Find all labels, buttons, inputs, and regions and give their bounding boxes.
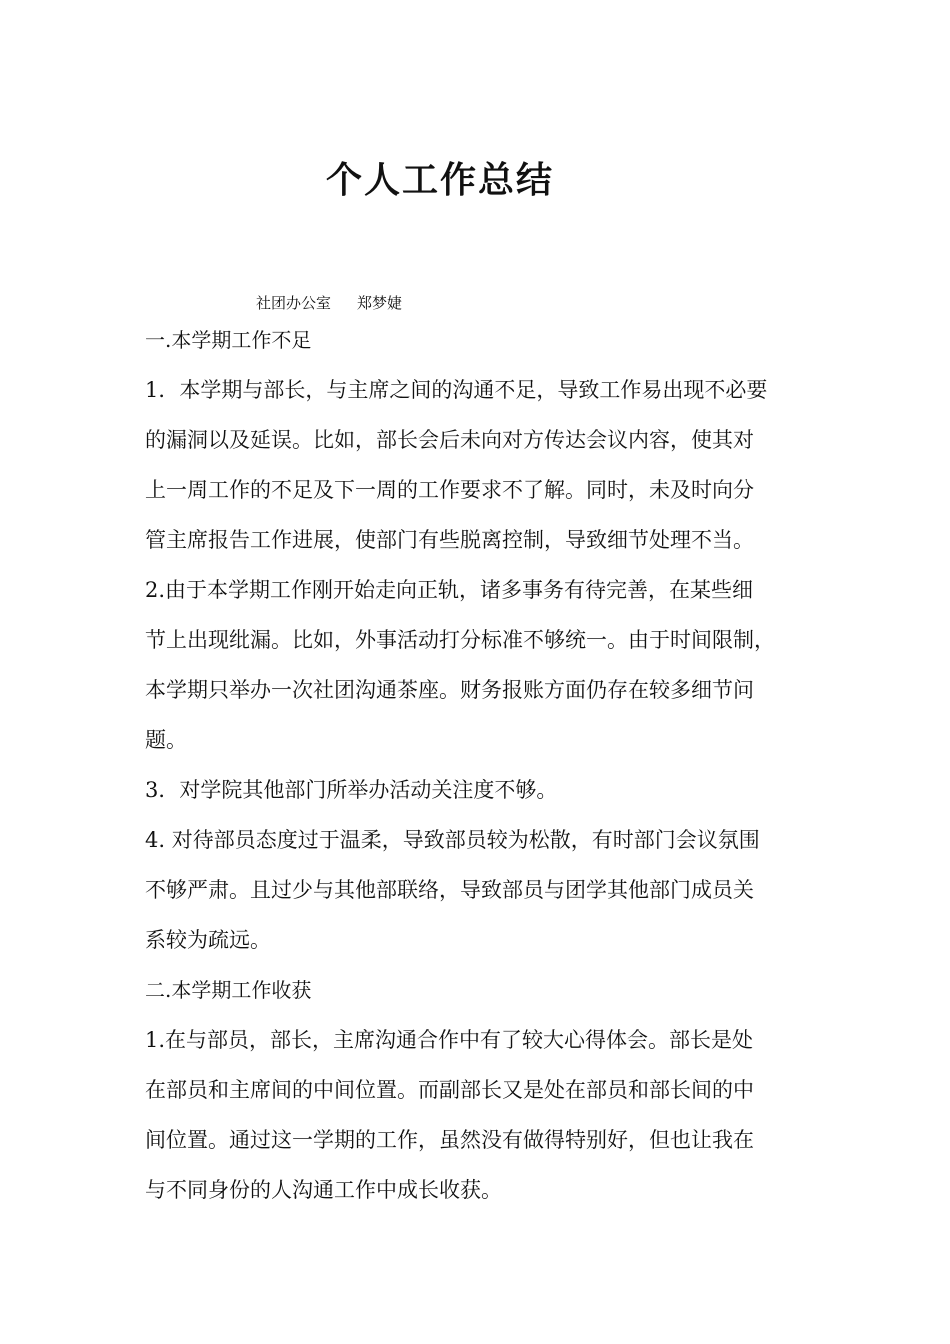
- paragraph-line: 在部员和主席间的中间位置。而副部长又是处在部员和部长间的中: [145, 1078, 754, 1102]
- paragraph-line: 3．对学院其他部门所举办活动关注度不够。: [145, 778, 558, 802]
- paragraph-line: 与不同身份的人沟通工作中成长收获。: [145, 1178, 502, 1202]
- department-label: 社团办公室: [256, 294, 332, 312]
- author-name: 郑梦婕: [357, 294, 403, 312]
- paragraph-line: 本学期只举办一次社团沟通茶座。财务报账方面仍存在较多细节问: [145, 678, 754, 702]
- paragraph-line: 的漏洞以及延误。比如，部长会后未向对方传达会议内容，使其对: [145, 428, 754, 452]
- paragraph-line: 管主席报告工作进展，使部门有些脱离控制，导致细节处理不当。: [145, 528, 754, 552]
- paragraph-line: 1．本学期与部长，与主席之间的沟通不足，导致工作易出现不必要: [145, 378, 768, 402]
- section-heading-gains: 二.本学期工作收获: [145, 978, 312, 1002]
- paragraph-line: 间位置。通过这一学期的工作，虽然没有做得特别好，但也让我在: [145, 1128, 754, 1152]
- paragraph-line: 1.在与部员，部长，主席沟通合作中有了较大心得体会。部长是处: [145, 1028, 754, 1052]
- document-title: 个人工作总结: [325, 159, 554, 201]
- paragraph-line: 节上出现纰漏。比如，外事活动打分标准不够统一。由于时间限制，: [145, 628, 775, 652]
- paragraph-line: 不够严肃。且过少与其他部联络，导致部员与团学其他部门成员关: [145, 878, 754, 902]
- paragraph-line: 上一周工作的不足及下一周的工作要求不了解。同时，未及时向分: [145, 478, 754, 502]
- paragraph-line: 4. 对待部员态度过于温柔，导致部员较为松散，有时部门会议氛围: [145, 828, 760, 852]
- document-body: [145, 322, 825, 1222]
- paragraph-line: 2.由于本学期工作刚开始走向正轨，诸多事务有待完善，在某些细: [145, 578, 754, 602]
- paragraph-line: 系较为疏远。: [145, 928, 271, 952]
- section-heading-shortcomings: 一.本学期工作不足: [145, 328, 312, 352]
- paragraph-line: 题。: [145, 728, 187, 752]
- author-line: [256, 292, 402, 313]
